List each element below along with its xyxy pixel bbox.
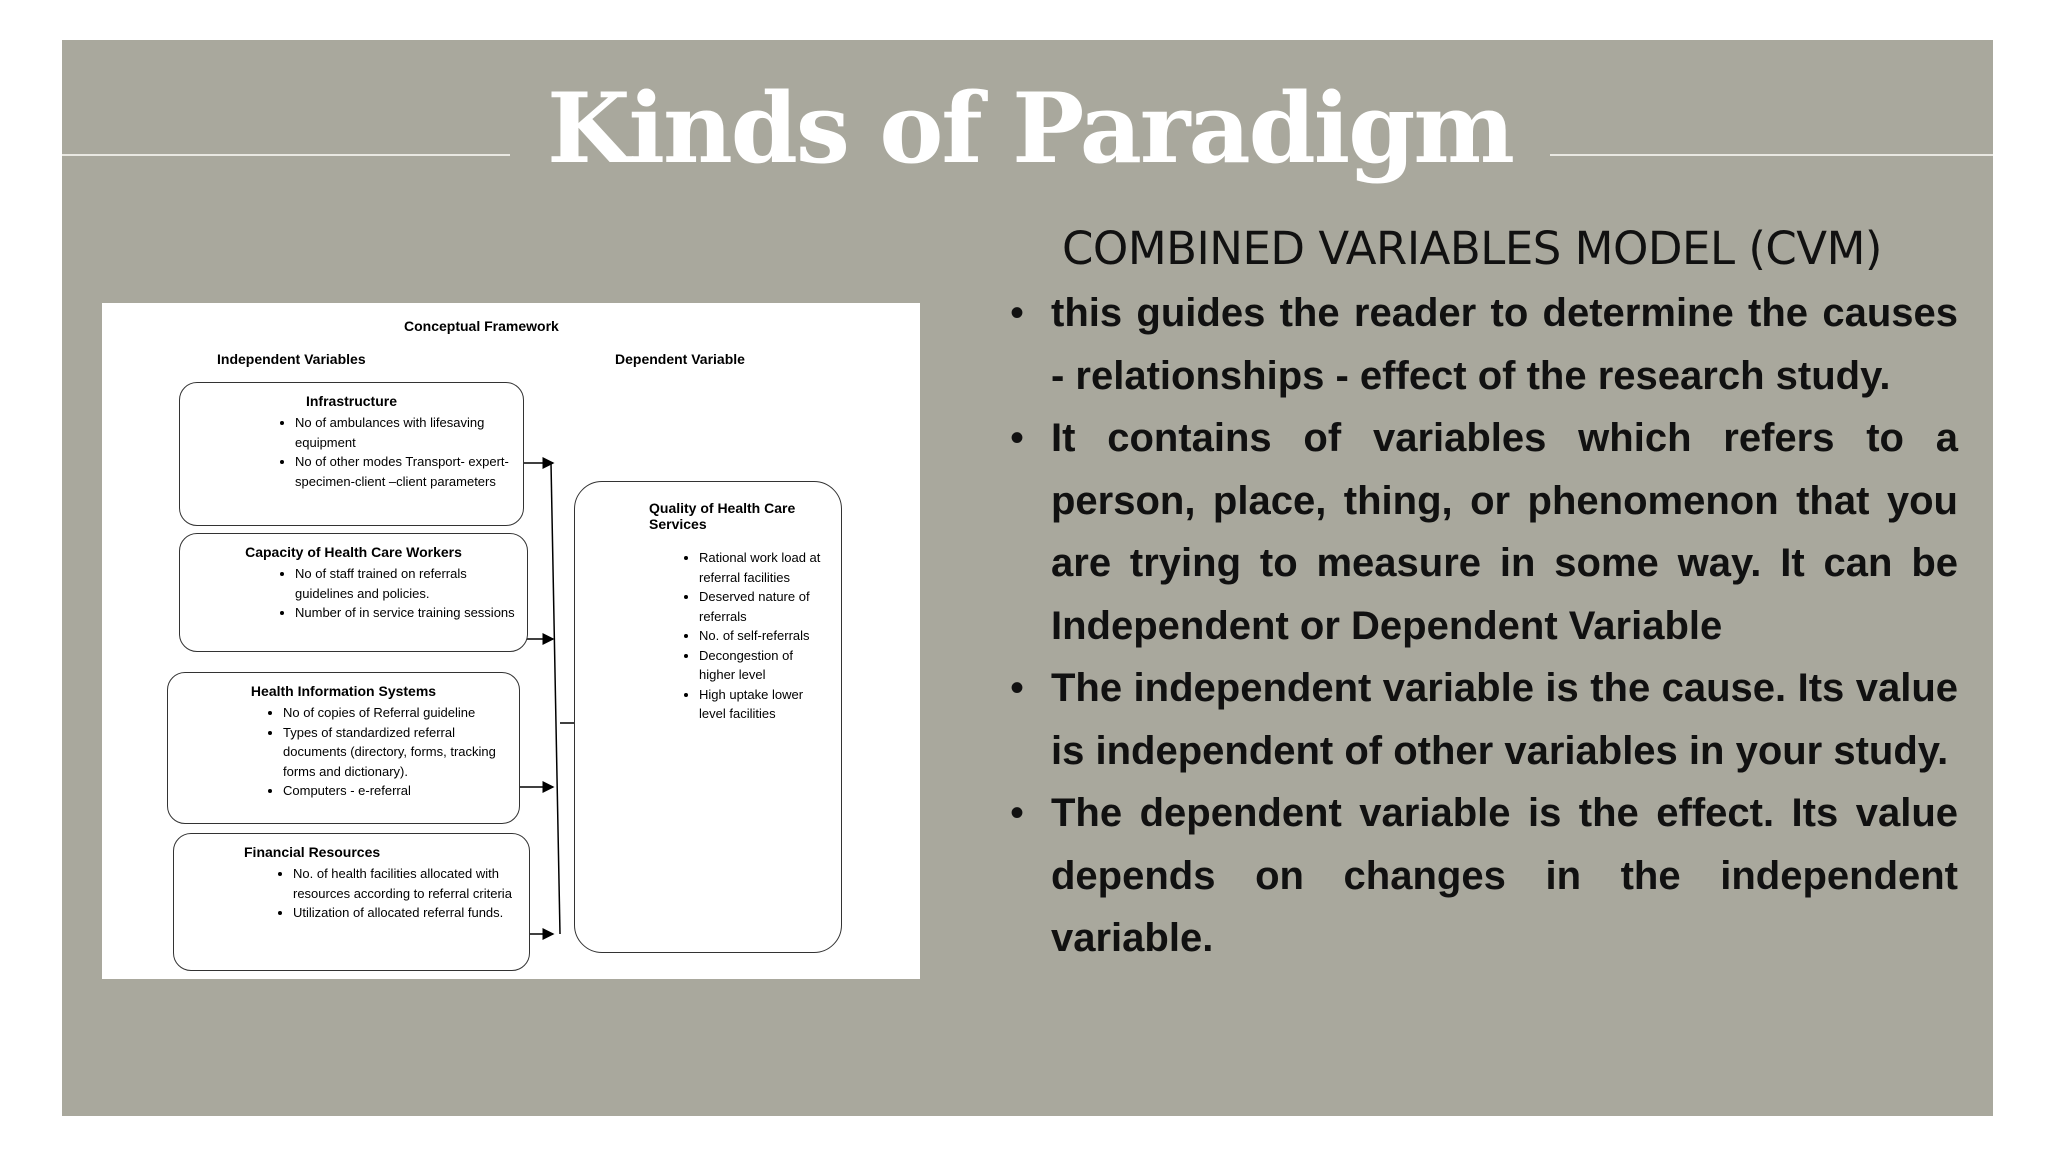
box-item: • Decongestion of higher level xyxy=(699,646,821,685)
box-item: • No of copies of Referral guideline xyxy=(283,703,519,723)
independent-variables-label: Independent Variables xyxy=(217,351,366,367)
box-item: • No of ambulances with lifesaving equipment xyxy=(295,413,523,452)
bullet-item: • The independent variable is the cause. Its value is independent of other variables in your study. xyxy=(998,657,1958,782)
box-quality-health-care-services xyxy=(574,481,842,953)
box-title: Health Information Systems xyxy=(250,683,437,699)
collector-line xyxy=(551,463,560,934)
box-capacity-health-care-workers xyxy=(179,533,528,652)
figure-title: Conceptual Framework xyxy=(404,318,559,334)
bullet-item: • The dependent variable is the effect. Its value depends on changes in the independent variable. xyxy=(998,782,1958,970)
conceptual-framework-figure xyxy=(102,303,920,979)
box-item: • No. of self-referrals xyxy=(699,626,821,646)
box-item: • High uptake lower level facilities xyxy=(699,685,821,724)
box-item: • No of other modes Transport- expert-specimen-client –client parameters xyxy=(295,452,523,491)
box-item: • Rational work load at referral facilities xyxy=(699,548,821,587)
box-financial-resources xyxy=(173,833,530,971)
bullet-list xyxy=(998,282,1958,970)
box-title: Capacity of Health Care Workers xyxy=(245,544,462,560)
bullet-item: • It contains of variables which refers to a person, place, thing, or phenomenon that you are trying to measure in some way. It can be Independent or Dependent Variable xyxy=(998,407,1958,657)
box-item: • No. of health facilities allocated with resources according to referral criteria xyxy=(293,864,529,903)
box-title: Infrastructure xyxy=(305,393,398,409)
box-infrastructure xyxy=(179,382,524,526)
box-title: Quality of Health Care Services xyxy=(649,500,796,532)
slide-title: Kinds of Paradigm xyxy=(547,72,1513,185)
title-rule-right xyxy=(1550,154,1993,156)
box-item: • Deserved nature of referrals xyxy=(699,587,821,626)
box-health-information-systems xyxy=(167,672,520,824)
title-rule-left xyxy=(62,154,510,156)
box-item: • Types of standardized referral documents (directory, forms, tracking forms and dictionary). xyxy=(283,723,519,782)
bullet-item: • this guides the reader to determine the causes - relationships - effect of the research study. xyxy=(998,282,1958,407)
box-item: • Number of in service training sessions xyxy=(295,603,527,623)
box-item: • No of staff trained on referrals guidelines and policies. xyxy=(295,564,527,603)
slide-subtitle: COMBINED VARIABLES MODEL (CVM) xyxy=(1062,222,1882,275)
box-item: • Utilization of allocated referral funds. xyxy=(293,903,529,923)
box-item: • Computers - e-referral xyxy=(283,781,519,801)
slide xyxy=(62,40,1993,1116)
box-title: Financial Resources xyxy=(244,844,381,860)
dependent-variable-label: Dependent Variable xyxy=(615,351,745,367)
